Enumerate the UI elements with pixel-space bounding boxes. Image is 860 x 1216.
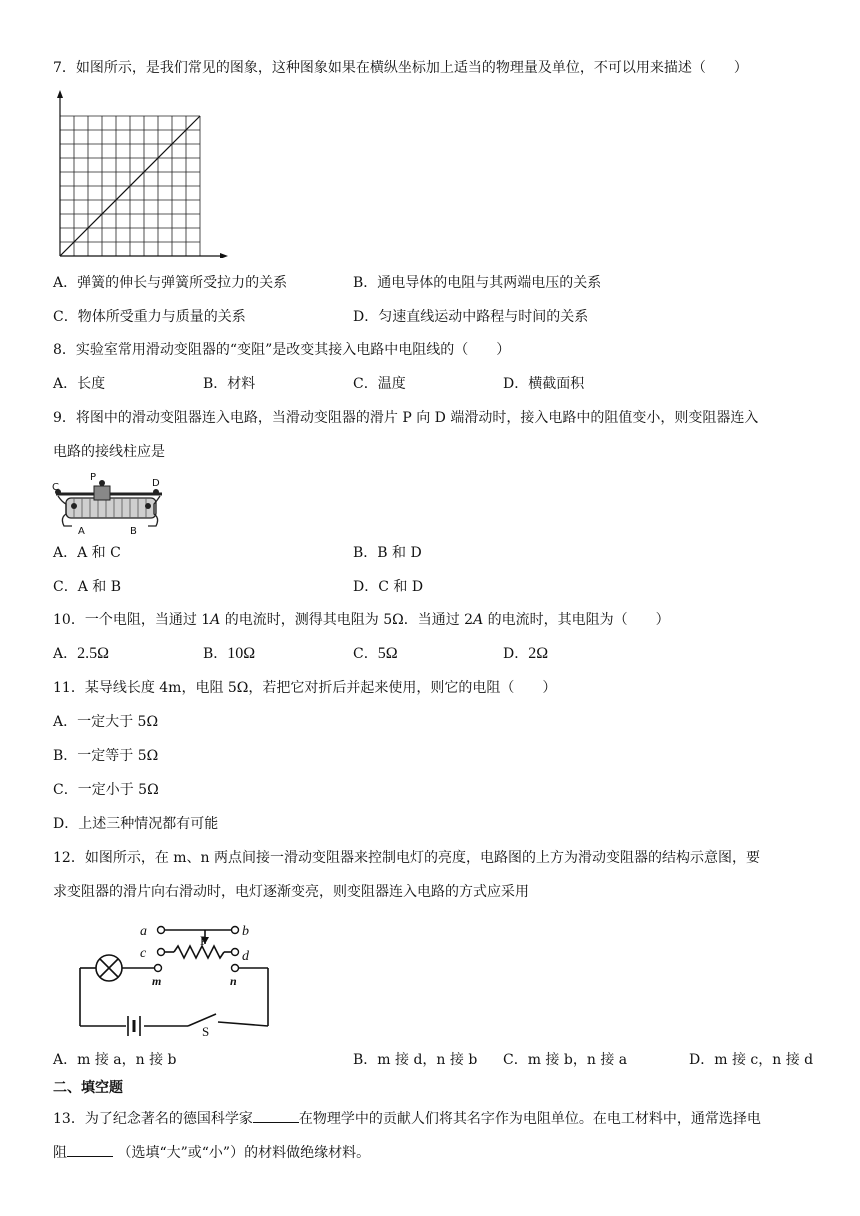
q13-blank-1[interactable] [253,1108,299,1123]
q9-label-c: C [52,482,59,493]
q12-label-m: m [152,974,162,988]
q12-label-p: P [200,933,208,948]
q8-option-b[interactable]: B．材料 [203,376,256,392]
q12-label-n: n [230,974,237,988]
q7-linear-graph [48,88,230,258]
q9-option-a[interactable]: A．A 和 C [53,545,121,561]
q13-blank-2[interactable] [67,1142,113,1157]
q9-label-a: A [78,526,85,536]
q12-label-c: c [140,946,147,961]
q9-option-c[interactable]: C．A 和 B [53,579,122,595]
q12-option-c[interactable]: C．m 接 b，n 接 a [503,1052,628,1068]
q11-option-a[interactable]: A．一定大于 5Ω [53,714,159,730]
q12-option-a[interactable]: A．m 接 a，n 接 b [53,1052,177,1068]
q11-option-b[interactable]: B．一定等于 5Ω [53,748,159,764]
q8-option-d[interactable]: D．横截面积 [503,376,585,392]
q7-option-d[interactable]: D．匀速直线运动中路程与时间的关系 [353,309,589,325]
section-fill-in-blank-title: 二、填空题 [53,1080,123,1096]
q10-option-c[interactable]: C．5Ω [353,645,398,662]
q7-option-b[interactable]: B．通电导体的电阻与其两端电压的关系 [353,275,602,291]
q13-line2: 阻 （选填“大”或“小”）的材料做绝缘材料。 [53,1142,370,1163]
q7-option-c[interactable]: C．物体所受重力与质量的关系 [53,309,246,325]
q8-option-a[interactable]: A．长度 [53,376,106,392]
q8-stem: 8．实验室常用滑动变阻器的“变阻”是改变其接入电路中电阻线的（ ） [53,342,511,358]
q9-option-d[interactable]: D．C 和 D [353,579,424,595]
q11-option-d[interactable]: D．上述三种情况都有可能 [53,816,219,832]
q9-label-b: B [130,526,137,536]
q10-stem: 10．一个电阻，当通过 1A 的电流时，测得其电阻为 5Ω．当通过 2A 的电流时，其电阻为（ ） [53,612,670,628]
q12-stem-line2: 求变阻器的滑片向右滑动时，电灯逐渐变亮，则变阻器连入电路的方式应采用 [53,884,529,900]
q13-line1: 13．为了纪念著名的德国科学家 在物理学中的贡献人们将其名字作为电阻单位。在电工材料中，通常选择电 [53,1108,761,1129]
q7-option-a[interactable]: A．弹簧的伸长与弹簧所受拉力的关系 [53,275,288,291]
q11-option-c[interactable]: C．一定小于 5Ω [53,782,159,798]
q7-stem: 7．如图所示，是我们常见的图象，这种图象如果在横纵坐标加上适当的物理量及单位，不可以用来描述（ ） [53,60,748,76]
q12-stem-line1: 12．如图所示，在 m、n 两点间接一滑动变阻器来控制电灯的亮度，电路图的上方为滑动变阻器的结构示意图，要 [53,850,761,866]
q12-label-d: d [242,949,249,964]
q12-label-s: S [202,1024,210,1036]
q10-option-b[interactable]: B．10Ω [203,645,256,662]
q10-option-a[interactable]: A．2.5Ω [53,645,110,662]
q11-stem: 11．某导线长度 4m，电阻 5Ω，若把它对折后并起来使用，则它的电阻（ ） [53,680,557,696]
q9-label-p: P [90,472,97,483]
q9-rheostat-figure [50,470,180,536]
q9-label-d: D [152,478,160,489]
q8-option-c[interactable]: C．温度 [353,376,406,392]
q9-option-b[interactable]: B．B 和 D [353,545,422,561]
q12-label-a: a [140,924,147,939]
q12-circuit-figure [70,918,276,1036]
q10-option-d[interactable]: D．2Ω [503,645,549,662]
q12-option-b[interactable]: B．m 接 d，n 接 b [353,1052,478,1068]
q9-stem-line2: 电路的接线柱应是 [53,444,165,460]
q9-stem-line1: 9．将图中的滑动变阻器连入电路，当滑动变阻器的滑片 P 向 D 端滑动时，接入电路中的阻值变小，则变阻器连入 [53,410,759,426]
q12-label-b: b [242,924,249,939]
q12-option-d[interactable]: D．m 接 c，n 接 d [689,1052,814,1068]
